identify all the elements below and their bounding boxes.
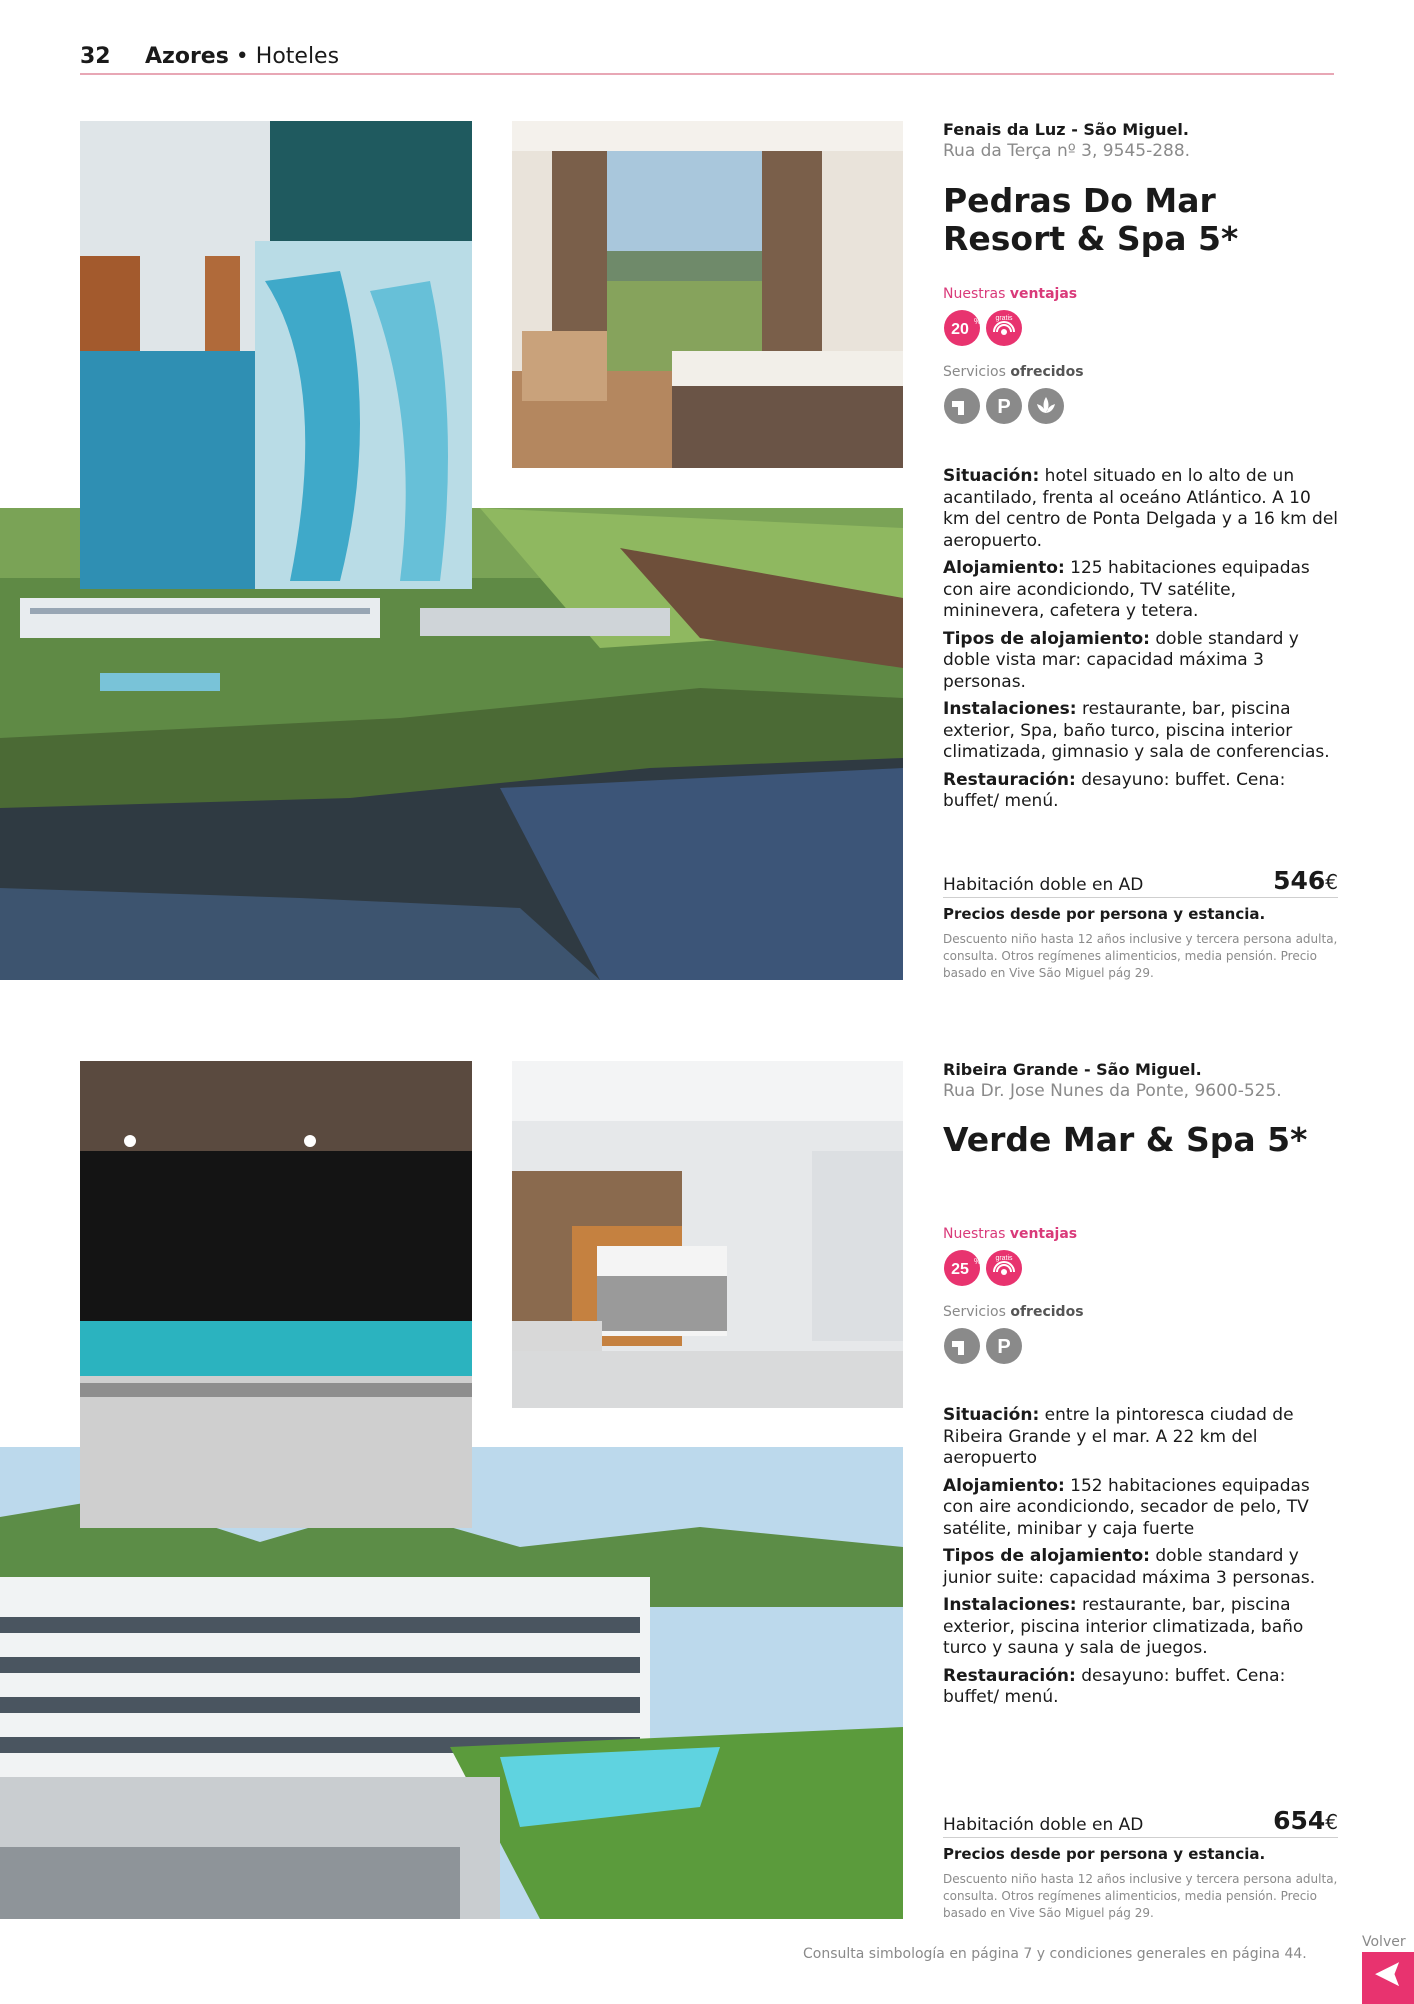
hotel2-price-value: 654 — [1273, 1806, 1326, 1835]
section-name: Azores — [145, 44, 229, 69]
label-instalaciones: Instalaciones: — [943, 1595, 1077, 1615]
hotel1-price — [1273, 866, 1338, 895]
hotel1-fine-print: Descuento niño hasta 12 años inclusive y tercera persona adulta, consulta. Otros regímenes alimenticios, media pensión. Precio basado en Vive São Miguel pág 29. — [943, 932, 1338, 980]
hotel2-service-icons — [943, 1327, 1023, 1365]
hotel1-gratis-label: gratis — [995, 315, 1013, 322]
back-arrow-icon — [1362, 1952, 1414, 2000]
subsection-name: Hoteles — [255, 44, 340, 69]
label-alojamiento: Alojamiento: — [943, 558, 1065, 578]
free-wifi-icon — [985, 1249, 1023, 1287]
hotel2-alojamiento: 152 habitaciones equipadas con aire acondiciondo, secador de pelo, TV satélite, minibar y caja fuerte — [943, 1475, 1310, 1539]
hotel2-price-note: Precios desde por persona y estancia. — [943, 1845, 1266, 1863]
page-number: 32 — [80, 44, 111, 69]
hotel2-situacion: entre la pintoresca ciudad de Ribeira Grande y el mar. A 22 km del aeropuerto — [943, 1405, 1294, 1468]
hotel1-price-value: 546 — [1273, 866, 1326, 895]
hotel1-name: Pedras Do Mar Resort & Spa 5* — [943, 181, 1239, 258]
svg-text:P: P — [997, 396, 1011, 418]
hotel1-spa-photo — [80, 121, 472, 589]
label-alojamiento: Alojamiento: — [943, 1475, 1065, 1496]
advantages-bold: ventajas — [1009, 1226, 1078, 1242]
svg-text:%: % — [974, 1257, 981, 1266]
svg-text:P: P — [997, 1336, 1011, 1358]
services-bold: ofrecidos — [1010, 1304, 1084, 1320]
parking-icon — [985, 1327, 1023, 1365]
back-button[interactable] — [1362, 1952, 1414, 2004]
hotel1-room-photo — [512, 121, 903, 468]
svg-text:%: % — [974, 317, 981, 326]
hotel2-instalaciones: restaurante, bar, piscina exterior, piscina interior climatizada, baño turco y sauna y sala de juegos. — [943, 1595, 1304, 1658]
hotel2-name: Verde Mar & Spa 5* — [943, 1120, 1308, 1159]
hotel1-price-label: Habitación doble en AD — [943, 875, 1144, 895]
page-title — [145, 44, 339, 69]
hotel2-location: Ribeira Grande - São Miguel. — [943, 1060, 1202, 1079]
label-situacion: Situación: — [943, 1405, 1040, 1425]
title-bullet: • — [228, 44, 256, 69]
currency-symbol: € — [1325, 1810, 1338, 1834]
label-restauracion: Restauración: — [943, 1665, 1076, 1686]
label-restauracion: Restauración: — [943, 769, 1076, 790]
hotel1-alojamiento: 125 habitaciones equipadas con aire acondiciondo, TV satélite, mininevera, cafetera y tetera. — [943, 558, 1310, 621]
hotel2-room-photo — [512, 1061, 903, 1408]
hotel2-price-row — [943, 1806, 1338, 1838]
services-prefix: Servicios — [943, 1304, 1006, 1320]
hotel1-price-note: Precios desde por persona y estancia. — [943, 905, 1266, 923]
hotel1-discount-value: 20 — [951, 321, 969, 338]
services-prefix: Servicios — [943, 364, 1006, 380]
hotel1-location: Fenais da Luz - São Miguel. — [943, 120, 1189, 139]
hotel2-services-heading — [943, 1304, 1084, 1320]
hotel1-service-icons — [943, 387, 1065, 425]
hotel2-price-label: Habitación doble en AD — [943, 1815, 1144, 1835]
bellboy-icon — [943, 387, 981, 425]
hotel1-restauracion: desayuno: buffet. Cena: buffet/ menú. — [943, 769, 1286, 811]
spa-lotus-icon — [1027, 387, 1065, 425]
back-label: Volver — [1362, 1934, 1406, 1950]
currency-symbol: € — [1325, 870, 1338, 894]
discount-badge-icon — [943, 309, 981, 347]
bellboy-icon — [943, 1327, 981, 1365]
services-bold: ofrecidos — [1010, 364, 1084, 380]
hotel2-tipos: doble standard y junior suite: capacidad máxima 3 personas. — [943, 1546, 1316, 1588]
hotel1-situacion: hotel situado en lo alto de un acantilado, frenta al oceáno Atlántico. A 10 km del centro de Ponta Delgada y a 16 km del aeropuerto. — [943, 466, 1339, 551]
hotel2-gratis-label: gratis — [995, 1255, 1013, 1262]
hotel1-tipos: doble standard y doble vista mar: capacidad máxima 3 personas. — [943, 628, 1299, 692]
label-situacion: Situación: — [943, 466, 1040, 486]
advantages-bold: ventajas — [1009, 286, 1078, 302]
hotel1-services-heading — [943, 364, 1084, 380]
advantages-prefix: Nuestras — [943, 286, 1006, 302]
hotel2-advantage-badges — [943, 1249, 1023, 1287]
hotel2-discount-value: 25 — [951, 1261, 969, 1278]
footer-note: Consulta simbología en página 7 y condiciones generales en página 44. — [803, 1946, 1307, 1962]
hotel1-advantages-heading — [943, 286, 1077, 302]
hotel2-address: Rua Dr. Jose Nunes da Ponte, 9600-525. — [943, 1081, 1282, 1101]
hotel2-restauracion: desayuno: buffet. Cena: buffet/ menú. — [943, 1665, 1286, 1707]
label-tipos: Tipos de alojamiento: — [943, 1546, 1150, 1566]
header-divider — [80, 73, 1334, 75]
hotel1-price-row — [943, 866, 1338, 898]
discount-badge-icon — [943, 1249, 981, 1287]
label-tipos: Tipos de alojamiento: — [943, 628, 1150, 649]
label-instalaciones: Instalaciones: — [943, 699, 1077, 719]
hotel2-price — [1273, 1806, 1338, 1835]
hotel1-instalaciones: restaurante, bar, piscina exterior, Spa, baño turco, piscina interior climatizada, gimnasio y sala de conferencias. — [943, 699, 1330, 762]
hotel2-description — [943, 1405, 1338, 1715]
free-wifi-icon — [985, 309, 1023, 347]
hotel1-advantage-badges — [943, 309, 1023, 347]
hotel1-description — [943, 466, 1338, 819]
hotel2-fine-print: Descuento niño hasta 12 años inclusive y tercera persona adulta, consulta. Otros regímenes alimenticios, media pensión. Precio basado en Vive São Miguel pág 29. — [943, 1872, 1338, 1920]
advantages-prefix: Nuestras — [943, 1226, 1006, 1242]
parking-icon — [985, 387, 1023, 425]
hotel2-advantages-heading — [943, 1226, 1077, 1242]
hotel2-pool-photo — [80, 1061, 472, 1528]
hotel1-address: Rua da Terça nº 3, 9545-288. — [943, 141, 1191, 161]
